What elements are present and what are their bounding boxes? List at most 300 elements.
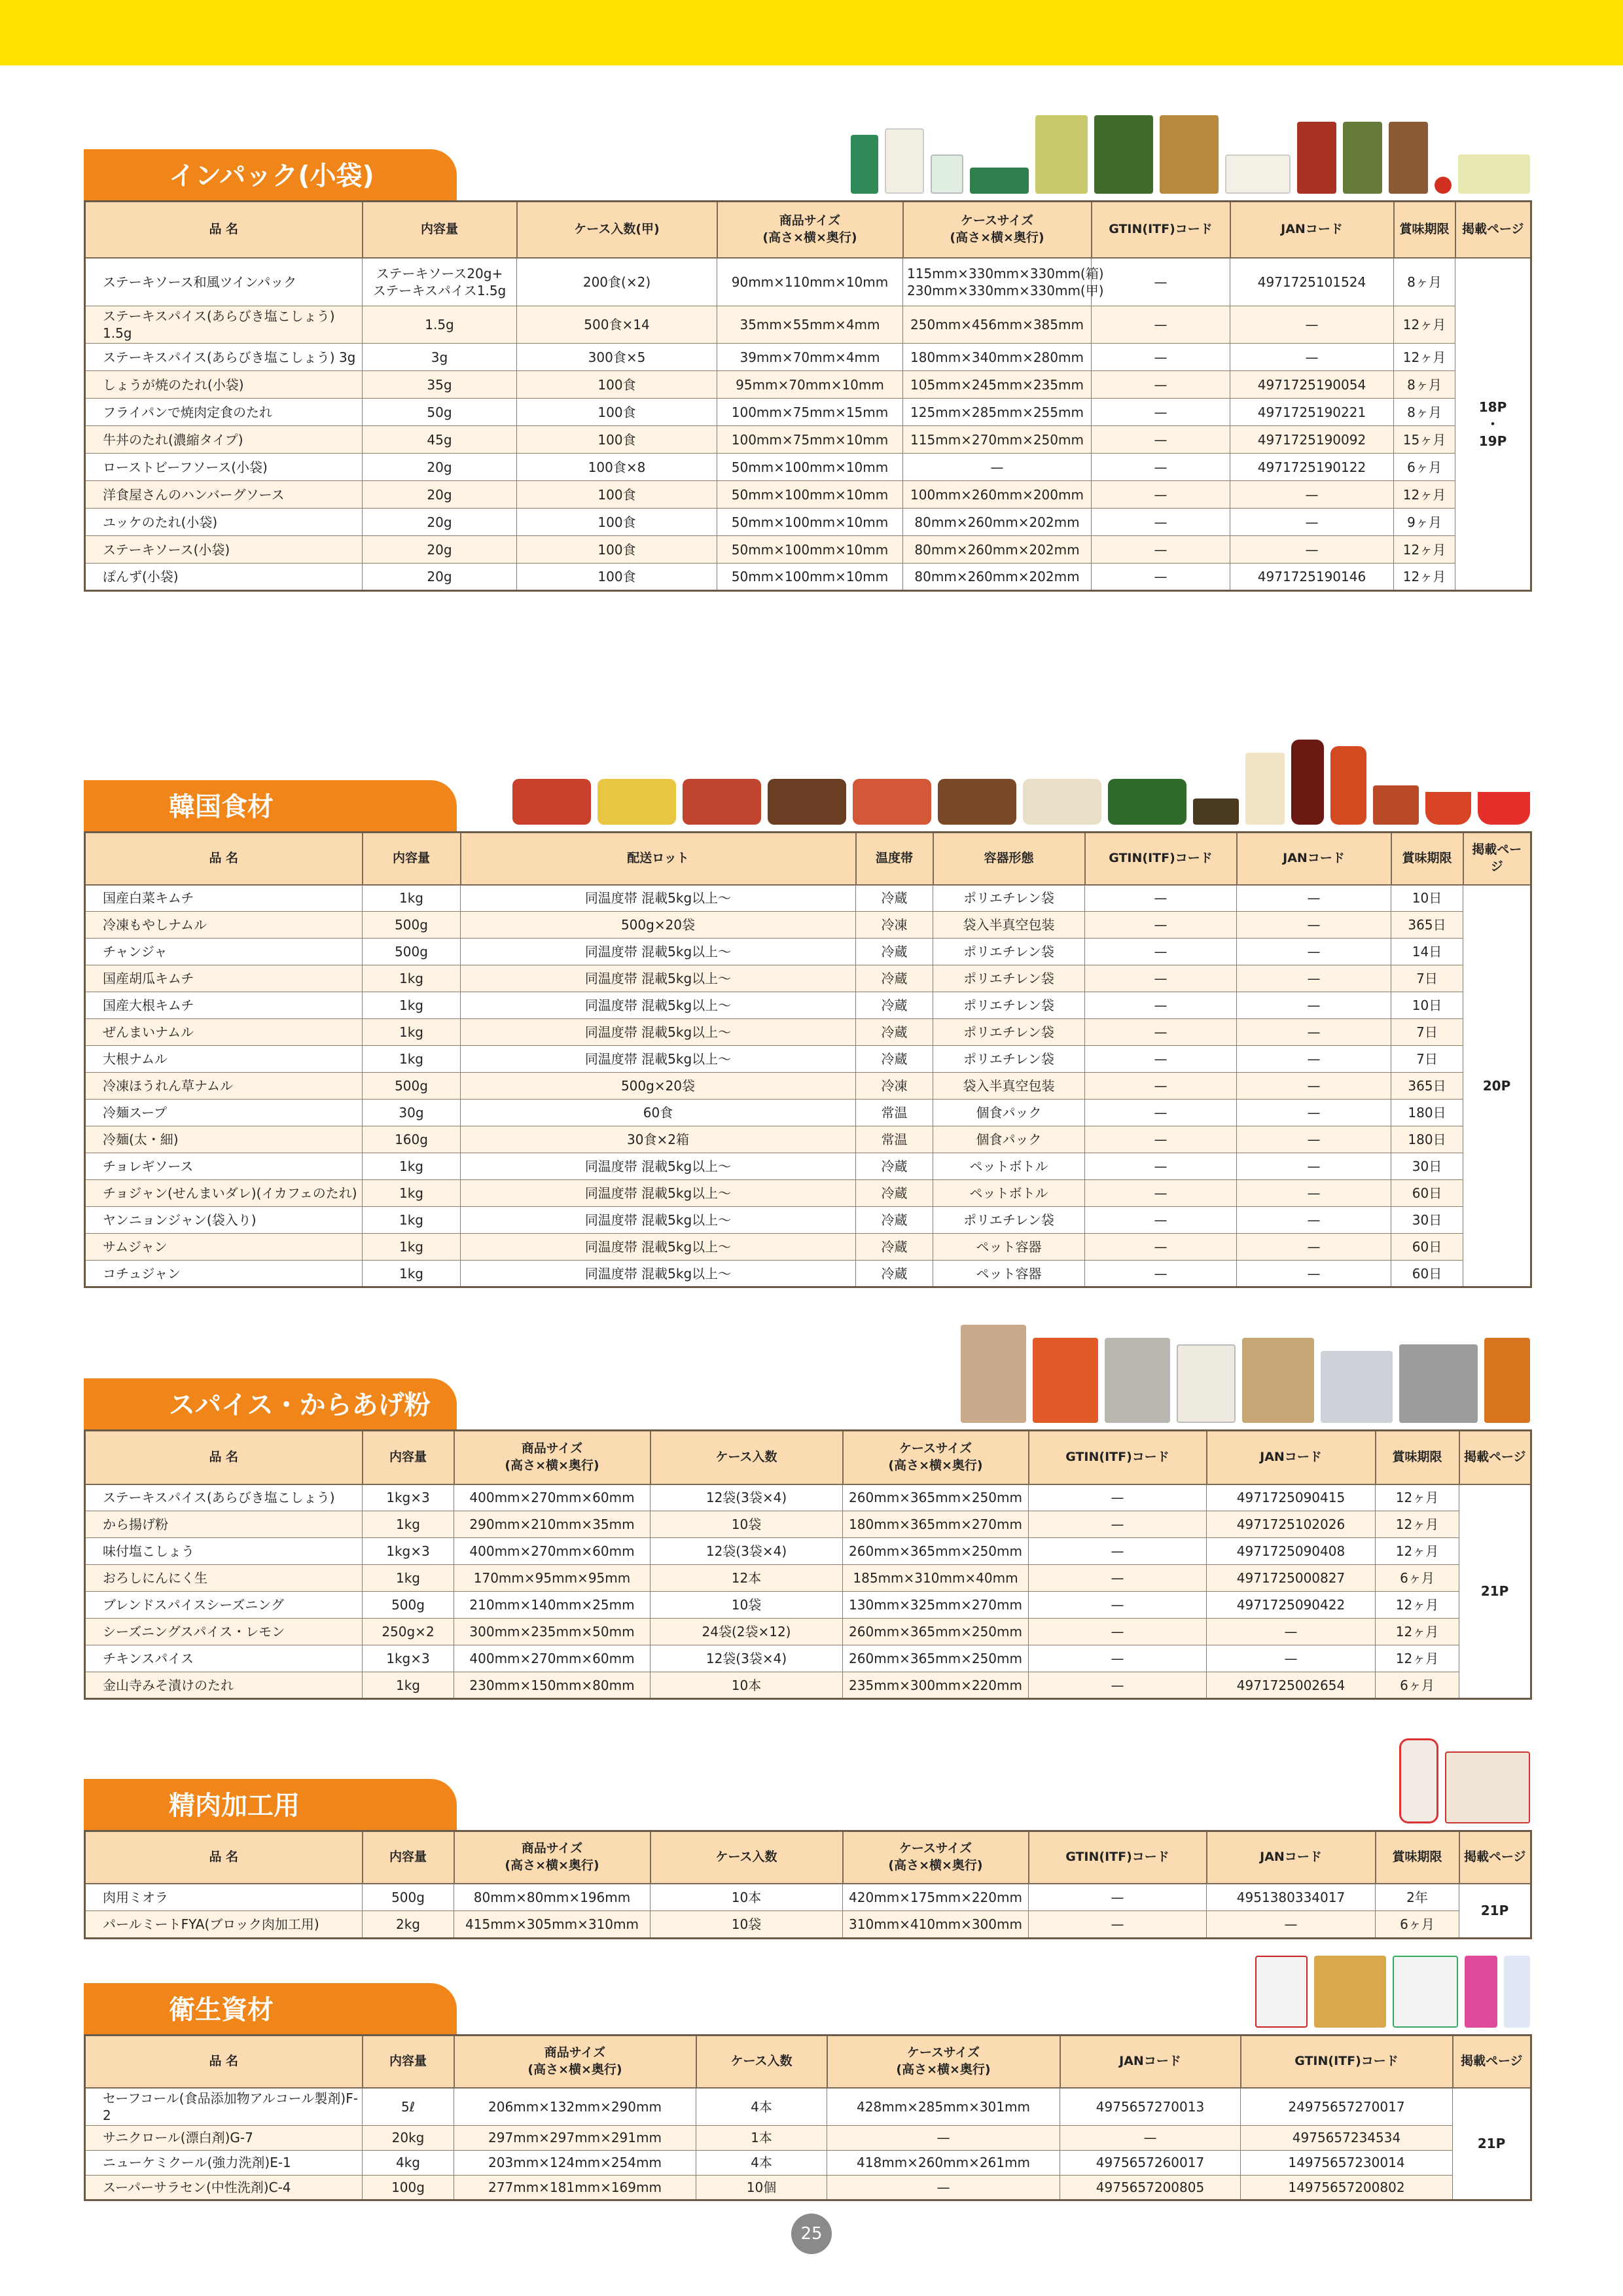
table-cell: 4本 <box>696 2088 827 2126</box>
col-header: 内容量 <box>363 1431 454 1484</box>
table-cell: 10本 <box>651 1672 843 1699</box>
table-cell: 12ヶ月 <box>1394 536 1455 564</box>
table-cell: — <box>1237 1100 1391 1126</box>
section-header <box>84 149 1530 198</box>
table-cell: 8ヶ月 <box>1394 399 1455 426</box>
section-hygiene <box>84 1983 1530 2201</box>
table-cell: — <box>1060 2125 1241 2150</box>
product-photo <box>683 779 761 825</box>
col-header: ケース入数 <box>651 1831 843 1884</box>
table-cell: — <box>1085 1207 1237 1234</box>
col-header: 品 名 <box>85 2036 363 2088</box>
page-reference-cell: 21P <box>1453 2088 1531 2200</box>
table-cell: 180日 <box>1391 1126 1463 1153</box>
table-cell: — <box>1092 258 1230 306</box>
table-row <box>85 912 1531 939</box>
table-cell: 4971725190221 <box>1230 399 1394 426</box>
table-row <box>85 426 1531 454</box>
table-cell: 冷蔵 <box>856 1046 933 1073</box>
table-cell: — <box>1092 426 1230 454</box>
col-header: JANコード <box>1060 2036 1241 2088</box>
product-photo <box>1425 792 1471 825</box>
table-cell: — <box>1237 1261 1391 1287</box>
table-cell: 80mm×80mm×196mm <box>454 1884 651 1911</box>
table-row <box>85 1207 1531 1234</box>
product-name-cell: コチュジャン <box>85 1261 363 1287</box>
product-photo <box>512 779 591 825</box>
product-photo <box>1458 154 1530 194</box>
table-cell: 80mm×260mm×202mm <box>903 509 1092 536</box>
table-cell: — <box>1029 1565 1207 1592</box>
col-header: JANコード <box>1230 202 1394 258</box>
table-cell: 袋入半真空包装 <box>933 1073 1085 1100</box>
table-cell: — <box>827 2175 1060 2200</box>
table-cell: — <box>1207 1911 1376 1939</box>
product-photo <box>1033 1338 1098 1423</box>
product-photo <box>853 779 931 825</box>
table-cell: — <box>1085 1153 1237 1180</box>
col-header: 商品サイズ (高さ×横×奥行) <box>454 2036 696 2088</box>
col-header: 品 名 <box>85 833 363 885</box>
table-cell: 420mm×175mm×220mm <box>843 1884 1029 1911</box>
product-name-cell: 国産胡瓜キムチ <box>85 965 363 992</box>
table-cell: 冷凍 <box>856 1073 933 1100</box>
product-photo <box>1094 115 1153 194</box>
table-row <box>85 399 1531 426</box>
table-cell: 80mm×260mm×202mm <box>903 564 1092 591</box>
section-inpack <box>84 149 1530 592</box>
table-cell: 100mm×75mm×15mm <box>717 399 903 426</box>
table-cell: 4975657260017 <box>1060 2150 1241 2175</box>
table-row <box>85 454 1531 481</box>
product-name-cell: 味付塩こしょう <box>85 1538 363 1565</box>
table-cell: — <box>1237 1126 1391 1153</box>
table-cell: 5ℓ <box>363 2088 454 2126</box>
table-cell: 24袋(2袋×12) <box>651 1619 843 1645</box>
product-photo <box>1177 1344 1236 1423</box>
table-cell: ポリエチレン袋 <box>933 992 1085 1019</box>
table-cell: — <box>1230 509 1394 536</box>
table-cell: 1kg <box>363 992 461 1019</box>
table-cell: 310mm×410mm×300mm <box>843 1911 1029 1939</box>
table-cell: — <box>1237 1234 1391 1261</box>
product-name-cell: ぜんまいナムル <box>85 1019 363 1046</box>
table-cell: 365日 <box>1391 912 1463 939</box>
product-name-cell: ステーキソース(小袋) <box>85 536 363 564</box>
table-row <box>85 1511 1531 1538</box>
table-cell: 1本 <box>696 2125 827 2150</box>
table-cell: 500g×20袋 <box>461 1073 856 1100</box>
product-photo <box>1035 115 1088 194</box>
col-header: 賞味期限 <box>1376 1831 1459 1884</box>
table-cell: 100食 <box>517 426 717 454</box>
page-number: 25 <box>791 2214 832 2254</box>
page-reference-cell: 21P <box>1459 1884 1531 1939</box>
product-photo <box>970 168 1029 194</box>
table-cell: — <box>1092 454 1230 481</box>
col-header: 品 名 <box>85 1431 363 1484</box>
table-cell: 500食×14 <box>517 306 717 344</box>
table-cell: 500g <box>363 1592 454 1619</box>
col-header: GTIN(ITF)コード <box>1241 2036 1453 2088</box>
table-cell: — <box>1085 912 1237 939</box>
table-cell: ポリエチレン袋 <box>933 965 1085 992</box>
table-row <box>85 885 1531 912</box>
table-cell: 1kg <box>363 1261 461 1287</box>
table-cell: 400mm×270mm×60mm <box>454 1538 651 1565</box>
table-cell: 12ヶ月 <box>1376 1538 1459 1565</box>
section-title: 韓国食材 <box>84 780 457 829</box>
table-cell: 1kg×3 <box>363 1538 454 1565</box>
table-cell: 100食×8 <box>517 454 717 481</box>
table-cell: — <box>1092 306 1230 344</box>
table-cell: ポリエチレン袋 <box>933 939 1085 965</box>
product-photo <box>1445 1751 1530 1823</box>
table-row <box>85 306 1531 344</box>
table-cell: 12ヶ月 <box>1394 344 1455 371</box>
table-cell: 20kg <box>363 2125 454 2150</box>
table-cell: — <box>827 2125 1060 2150</box>
product-name-cell: ステーキスパイス(あらびき塩こしょう) 3g <box>85 344 363 371</box>
table-cell: ステーキソース20g+ ステーキスパイス1.5g <box>363 258 517 306</box>
table-cell: — <box>1237 1207 1391 1234</box>
table-cell: 1kg <box>363 1511 454 1538</box>
table-cell: 12ヶ月 <box>1376 1645 1459 1672</box>
table-cell: — <box>1092 481 1230 509</box>
table-cell: — <box>1237 1180 1391 1207</box>
table-cell: — <box>1230 481 1394 509</box>
table-cell: 4975657270013 <box>1060 2088 1241 2126</box>
col-header: 品 名 <box>85 1831 363 1884</box>
product-photo <box>1105 1338 1170 1423</box>
table-cell: — <box>1085 992 1237 1019</box>
product-name-cell: から揚げ粉 <box>85 1511 363 1538</box>
product-name-cell: 冷凍もやしナムル <box>85 912 363 939</box>
table-cell: 20g <box>363 481 517 509</box>
col-header: 商品サイズ (高さ×横×奥行) <box>454 1831 651 1884</box>
col-header: ケースサイズ (高さ×横×奥行) <box>903 202 1092 258</box>
table-cell: 24975657270017 <box>1241 2088 1453 2126</box>
table-cell: 4971725190092 <box>1230 426 1394 454</box>
table-cell: 冷蔵 <box>856 965 933 992</box>
product-photo <box>1435 177 1452 194</box>
col-header: 掲載ページ <box>1463 833 1531 885</box>
table-cell: 260mm×365mm×250mm <box>843 1484 1029 1511</box>
table-cell: — <box>1237 1073 1391 1100</box>
table-row <box>85 965 1531 992</box>
col-header: 掲載ページ <box>1459 1431 1531 1484</box>
table-cell: — <box>1237 992 1391 1019</box>
col-header: GTIN(ITF)コード <box>1029 1831 1207 1884</box>
product-photo <box>1225 154 1291 194</box>
table-cell: 4971725190146 <box>1230 564 1394 591</box>
table-cell: 35g <box>363 371 517 399</box>
table-cell: — <box>1230 536 1394 564</box>
table-cell: 個食パック <box>933 1126 1085 1153</box>
table-cell: 100食 <box>517 371 717 399</box>
product-name-cell: 肉用ミオラ <box>85 1884 363 1911</box>
col-header: JANコード <box>1207 1831 1376 1884</box>
col-header: JANコード <box>1237 833 1391 885</box>
product-photo-strip <box>961 1325 1530 1423</box>
table-cell: 冷蔵 <box>856 885 933 912</box>
table-row <box>85 1672 1531 1699</box>
col-header: JANコード <box>1207 1431 1376 1484</box>
section-title: スパイス・からあげ粉 <box>84 1378 457 1427</box>
table-cell: 4971725000827 <box>1207 1565 1376 1592</box>
table-cell: 4kg <box>363 2150 454 2175</box>
table-cell: ポリエチレン袋 <box>933 1019 1085 1046</box>
table-row <box>85 481 1531 509</box>
table-cell: — <box>1237 1153 1391 1180</box>
table-cell: 50mm×100mm×10mm <box>717 454 903 481</box>
table-cell: 297mm×297mm×291mm <box>454 2125 696 2150</box>
col-header: GTIN(ITF)コード <box>1092 202 1230 258</box>
table-cell: ペットボトル <box>933 1180 1085 1207</box>
table-cell: 4971725090422 <box>1207 1592 1376 1619</box>
product-name-cell: ステーキソース和風ツインパック <box>85 258 363 306</box>
table-cell: 同温度帯 混載5kg以上～ <box>461 1180 856 1207</box>
table-cell: 7日 <box>1391 1019 1463 1046</box>
table-row <box>85 2125 1531 2150</box>
section-korean <box>84 780 1530 1288</box>
table-cell: 冷凍 <box>856 912 933 939</box>
product-photo <box>597 779 676 825</box>
table-cell: 200食(×2) <box>517 258 717 306</box>
table-cell: 12ヶ月 <box>1394 306 1455 344</box>
table-cell: 同温度帯 混載5kg以上～ <box>461 1153 856 1180</box>
table-row <box>85 1565 1531 1592</box>
table-cell: 12ヶ月 <box>1376 1619 1459 1645</box>
table-cell: 12袋(3袋×4) <box>651 1484 843 1511</box>
table-cell: 160g <box>363 1126 461 1153</box>
table-cell: 50g <box>363 399 517 426</box>
product-photo <box>1242 1338 1314 1423</box>
table-cell: 260mm×365mm×250mm <box>843 1645 1029 1672</box>
table-cell: 1kg <box>363 1180 461 1207</box>
table-cell: — <box>1092 509 1230 536</box>
table-row <box>85 1234 1531 1261</box>
table-cell: 7日 <box>1391 1046 1463 1073</box>
product-name-cell: 冷麺スープ <box>85 1100 363 1126</box>
table-cell: 同温度帯 混載5kg以上～ <box>461 939 856 965</box>
table-cell: 100食 <box>517 399 717 426</box>
table-cell: 10袋 <box>651 1511 843 1538</box>
table-cell: 203mm×124mm×254mm <box>454 2150 696 2175</box>
product-name-cell: 冷凍ほうれん草ナムル <box>85 1073 363 1100</box>
table-cell: 300食×5 <box>517 344 717 371</box>
spice-table <box>84 1429 1532 1700</box>
col-header: 掲載ページ <box>1455 202 1531 258</box>
table-cell: — <box>1085 885 1237 912</box>
table-cell: 170mm×95mm×95mm <box>454 1565 651 1592</box>
table-cell: 35mm×55mm×4mm <box>717 306 903 344</box>
table-cell: 2kg <box>363 1911 454 1939</box>
table-cell: — <box>1237 1019 1391 1046</box>
table-cell: 6ヶ月 <box>1376 1565 1459 1592</box>
product-photo <box>1343 122 1382 194</box>
table-cell: — <box>1207 1619 1376 1645</box>
table-cell: 115mm×330mm×330mm(箱) 230mm×330mm×330mm(甲) <box>903 258 1092 306</box>
table-cell: 50mm×100mm×10mm <box>717 536 903 564</box>
col-header: 容器形態 <box>933 833 1085 885</box>
col-header: ケースサイズ (高さ×横×奥行) <box>843 1431 1029 1484</box>
table-cell: 20g <box>363 536 517 564</box>
table-cell: 50mm×100mm×10mm <box>717 564 903 591</box>
table-cell: 260mm×365mm×250mm <box>843 1619 1029 1645</box>
col-header: 配送ロット <box>461 833 856 885</box>
table-cell: 4975657200805 <box>1060 2175 1241 2200</box>
product-name-cell: スーパーサラセン(中性洗剤)C-4 <box>85 2175 363 2200</box>
table-cell: 95mm×70mm×10mm <box>717 371 903 399</box>
table-cell: 277mm×181mm×169mm <box>454 2175 696 2200</box>
table-cell: 12ヶ月 <box>1376 1484 1459 1511</box>
product-name-cell: ステーキスパイス(あらびき塩こしょう) 1.5g <box>85 306 363 344</box>
table-cell: 500g <box>363 912 461 939</box>
table-cell: 4971725102026 <box>1207 1511 1376 1538</box>
table-cell: — <box>1029 1538 1207 1565</box>
col-header: 賞味期限 <box>1394 202 1455 258</box>
section-title: 衛生資材 <box>84 1983 457 2032</box>
product-name-cell: ブレンドスパイスシーズニング <box>85 1592 363 1619</box>
table-cell: 30日 <box>1391 1207 1463 1234</box>
table-cell: — <box>1029 1911 1207 1939</box>
table-row <box>85 1019 1531 1046</box>
table-cell: 100mm×260mm×200mm <box>903 481 1092 509</box>
table-cell: 10日 <box>1391 885 1463 912</box>
table-row <box>85 1073 1531 1100</box>
section-title: 精肉加工用 <box>84 1779 457 1827</box>
product-photo <box>1321 1351 1393 1423</box>
table-cell: 250mm×456mm×385mm <box>903 306 1092 344</box>
table-cell: 同温度帯 混載5kg以上～ <box>461 1207 856 1234</box>
product-name-cell: ヤンニョンジャン(袋入り) <box>85 1207 363 1234</box>
table-cell: ポリエチレン袋 <box>933 1046 1085 1073</box>
col-header: 品 名 <box>85 202 363 258</box>
table-cell: 冷蔵 <box>856 1234 933 1261</box>
table-cell: — <box>1085 939 1237 965</box>
table-cell: — <box>1085 1180 1237 1207</box>
table-row <box>85 939 1531 965</box>
col-header: 内容量 <box>363 1831 454 1884</box>
table-cell: — <box>1092 536 1230 564</box>
korean-table <box>84 831 1532 1288</box>
table-cell: 80mm×260mm×202mm <box>903 536 1092 564</box>
table-row <box>85 536 1531 564</box>
table-cell: 3g <box>363 344 517 371</box>
table-cell: 20g <box>363 509 517 536</box>
product-photo <box>1465 1956 1497 2028</box>
table-row <box>85 1538 1531 1565</box>
col-header: ケース入数 <box>696 2036 827 2088</box>
table-cell: 50mm×100mm×10mm <box>717 481 903 509</box>
product-photo <box>931 154 963 194</box>
table-cell: 冷蔵 <box>856 992 933 1019</box>
table-row <box>85 992 1531 1019</box>
table-cell: 1kg <box>363 1019 461 1046</box>
product-photo-strip <box>1255 1956 1530 2028</box>
table-cell: 206mm×132mm×290mm <box>454 2088 696 2126</box>
product-photo <box>1393 1956 1458 2028</box>
table-cell: — <box>1085 1100 1237 1126</box>
product-name-cell: サムジャン <box>85 1234 363 1261</box>
table-row <box>85 564 1531 591</box>
product-name-cell: ニューケミクール(強力洗剤)E-1 <box>85 2150 363 2175</box>
table-row <box>85 258 1531 306</box>
product-name-cell: おろしにんにく生 <box>85 1565 363 1592</box>
col-header: ケース入数(甲) <box>517 202 717 258</box>
table-cell: 10日 <box>1391 992 1463 1019</box>
table-cell: 290mm×210mm×35mm <box>454 1511 651 1538</box>
product-name-cell: チャンジャ <box>85 939 363 965</box>
table-cell: ペット容器 <box>933 1261 1085 1287</box>
product-photo <box>1399 1344 1478 1423</box>
table-cell: 180mm×340mm×280mm <box>903 344 1092 371</box>
table-cell: 4971725190054 <box>1230 371 1394 399</box>
product-photo <box>1389 122 1428 194</box>
table-row <box>85 1484 1531 1511</box>
table-cell: 500g×20袋 <box>461 912 856 939</box>
table-row <box>85 1261 1531 1287</box>
table-cell: 6ヶ月 <box>1376 1672 1459 1699</box>
table-cell: 12ヶ月 <box>1376 1592 1459 1619</box>
table-cell: 12袋(3袋×4) <box>651 1538 843 1565</box>
table-cell: 30食×2箱 <box>461 1126 856 1153</box>
table-cell: 365日 <box>1391 1073 1463 1100</box>
table-cell: — <box>1029 1884 1207 1911</box>
table-cell: — <box>1237 965 1391 992</box>
table-cell: 300mm×235mm×50mm <box>454 1619 651 1645</box>
table-row <box>85 1046 1531 1073</box>
hygiene-table <box>84 2034 1532 2201</box>
table-cell: — <box>1237 885 1391 912</box>
table-cell: 12ヶ月 <box>1376 1511 1459 1538</box>
section-header <box>84 1983 1530 2032</box>
table-cell: — <box>1237 912 1391 939</box>
table-row <box>85 1153 1531 1180</box>
product-name-cell: ステーキスパイス(あらびき塩こしょう) <box>85 1484 363 1511</box>
product-photo <box>1291 740 1324 825</box>
table-cell: 冷蔵 <box>856 1153 933 1180</box>
table-cell: 同温度帯 混載5kg以上～ <box>461 1234 856 1261</box>
table-cell: 冷蔵 <box>856 1261 933 1287</box>
product-photo <box>1245 753 1285 825</box>
table-cell: 同温度帯 混載5kg以上～ <box>461 1046 856 1073</box>
product-name-cell: 国産白菜キムチ <box>85 885 363 912</box>
table-cell: — <box>1029 1619 1207 1645</box>
table-cell: — <box>1085 965 1237 992</box>
table-row <box>85 1911 1531 1939</box>
table-cell: 2年 <box>1376 1884 1459 1911</box>
product-name-cell: フライパンで焼肉定食のたれ <box>85 399 363 426</box>
col-header: GTIN(ITF)コード <box>1029 1431 1207 1484</box>
table-cell: — <box>1029 1672 1207 1699</box>
product-name-cell: しょうが焼のたれ(小袋) <box>85 371 363 399</box>
table-cell: — <box>1237 939 1391 965</box>
table-cell: 1kg <box>363 1153 461 1180</box>
col-header: 掲載ページ <box>1459 1831 1531 1884</box>
product-name-cell: 金山寺みそ漬けのたれ <box>85 1672 363 1699</box>
table-cell: 500g <box>363 1884 454 1911</box>
section-spice <box>84 1378 1530 1700</box>
product-photo <box>1108 779 1186 825</box>
table-cell: 同温度帯 混載5kg以上～ <box>461 992 856 1019</box>
table-cell: — <box>1085 1046 1237 1073</box>
product-photo <box>1297 122 1336 194</box>
table-cell: 105mm×245mm×235mm <box>903 371 1092 399</box>
table-cell: 60食 <box>461 1100 856 1126</box>
table-row <box>85 344 1531 371</box>
